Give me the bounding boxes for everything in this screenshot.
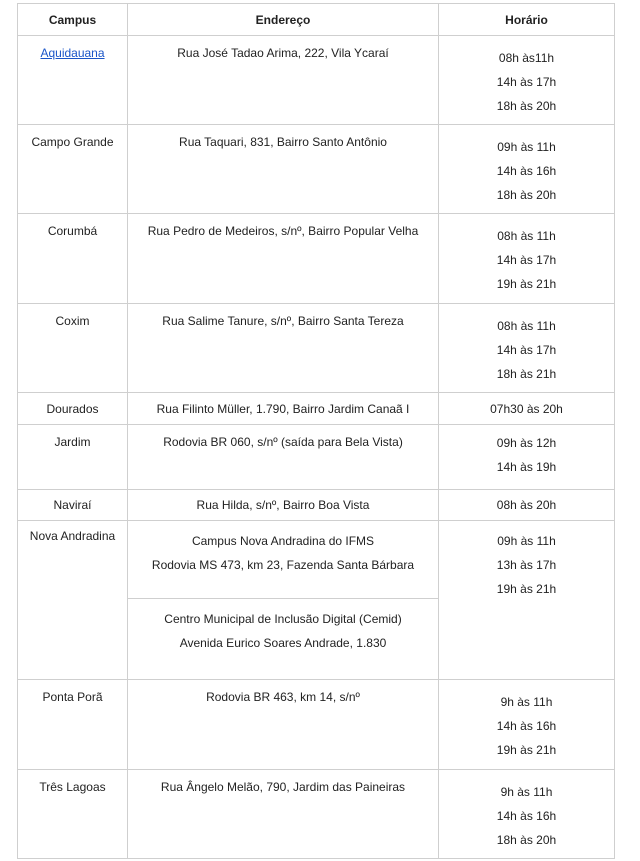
table-row — [18, 521, 615, 599]
table-row — [18, 214, 615, 304]
hours-line: 14h às 16h — [496, 809, 557, 823]
table-row — [18, 680, 615, 770]
table-row — [18, 393, 615, 425]
campus-cell: Coxim — [18, 304, 128, 393]
hours-cell: 08h às 20h — [439, 490, 615, 521]
campus-cell: Jardim — [18, 425, 128, 490]
hours-cell — [439, 521, 615, 680]
campus-cell: Corumbá — [18, 214, 128, 304]
campus-cell: Campo Grande — [18, 125, 128, 214]
header-address: Endereço — [128, 4, 439, 36]
address-line: Campus Nova Andradina do IFMS — [191, 534, 375, 548]
hours-line: 13h às 17h — [496, 558, 557, 572]
table-row — [18, 425, 615, 490]
header-row — [18, 4, 615, 36]
hours-line: 14h às 17h — [496, 75, 557, 89]
table-row — [18, 490, 615, 521]
hours-line: 14h às 16h — [496, 164, 557, 178]
table-row — [18, 36, 615, 125]
hours-cell — [439, 36, 615, 125]
address-cell: Rua Salime Tanure, s/nº, Bairro Santa Tereza — [128, 304, 439, 393]
address-line: Centro Municipal de Inclusão Digital (Cemid) — [164, 612, 402, 626]
address-cell: Rua Pedro de Medeiros, s/nº, Bairro Popular Velha — [128, 214, 439, 304]
address-cell: Rua Taquari, 831, Bairro Santo Antônio — [128, 125, 439, 214]
hours-cell — [439, 425, 615, 490]
hours-line: 18h às 20h — [496, 99, 557, 113]
campus-cell: Naviraí — [18, 490, 128, 521]
hours-line: 19h às 21h — [496, 277, 557, 291]
address-cell: Rua Hilda, s/nº, Bairro Boa Vista — [128, 490, 439, 521]
hours-line: 08h às11h — [498, 51, 555, 65]
hours-line: 18h às 20h — [496, 833, 557, 847]
hours-line: 14h às 17h — [496, 343, 557, 357]
hours-line: 09h às 11h — [497, 534, 556, 548]
address-cell: Rua Ângelo Melão, 790, Jardim das Paineiras — [128, 770, 439, 859]
address-cell: Rodovia BR 463, km 14, s/nº — [128, 680, 439, 770]
hours-line: 14h às 17h — [496, 253, 557, 267]
campus-cell: Dourados — [18, 393, 128, 425]
table-row — [18, 304, 615, 393]
campus-cell: Ponta Porã — [18, 680, 128, 770]
hours-cell: 07h30 às 20h — [439, 393, 615, 425]
address-cell: Rua Filinto Müller, 1.790, Bairro Jardim Canaã I — [128, 393, 439, 425]
hours-cell — [439, 680, 615, 770]
hours-cell — [439, 304, 615, 393]
hours-line: 19h às 21h — [496, 743, 557, 757]
hours-cell — [439, 770, 615, 859]
hours-line: 14h às 16h — [496, 719, 557, 733]
campus-link[interactable]: Aquidauana — [40, 46, 105, 60]
campus-cell[interactable] — [18, 36, 128, 125]
hours-line: 18h às 20h — [496, 188, 557, 202]
hours-line: 08h às 11h — [497, 229, 556, 243]
address-cell: Rua José Tadao Arima, 222, Vila Ycaraí — [128, 36, 439, 125]
hours-line: 9h às 11h — [500, 785, 553, 799]
address-line: Rodovia MS 473, km 23, Fazenda Santa Bárbara — [151, 558, 415, 572]
hours-line: 09h às 12h — [496, 436, 557, 450]
hours-cell — [439, 125, 615, 214]
hours-line: 14h às 19h — [496, 460, 557, 474]
hours-cell — [439, 214, 615, 304]
table-row — [18, 125, 615, 214]
table-row — [18, 770, 615, 859]
campus-cell: Três Lagoas — [18, 770, 128, 859]
address-line: Avenida Eurico Soares Andrade, 1.830 — [179, 636, 387, 650]
hours-line: 09h às 11h — [497, 140, 556, 154]
campus-cell: Nova Andradina — [18, 521, 128, 680]
address-cell: Rodovia BR 060, s/nº (saída para Bela Vista) — [128, 425, 439, 490]
campus-table — [17, 3, 615, 859]
hours-line: 18h às 21h — [496, 367, 557, 381]
hours-line: 19h às 21h — [496, 582, 557, 596]
header-hours: Horário — [439, 4, 615, 36]
hours-line: 08h às 11h — [497, 319, 556, 333]
header-campus: Campus — [18, 4, 128, 36]
address-cell — [128, 599, 439, 680]
address-cell — [128, 521, 439, 599]
hours-line: 9h às 11h — [500, 695, 553, 709]
